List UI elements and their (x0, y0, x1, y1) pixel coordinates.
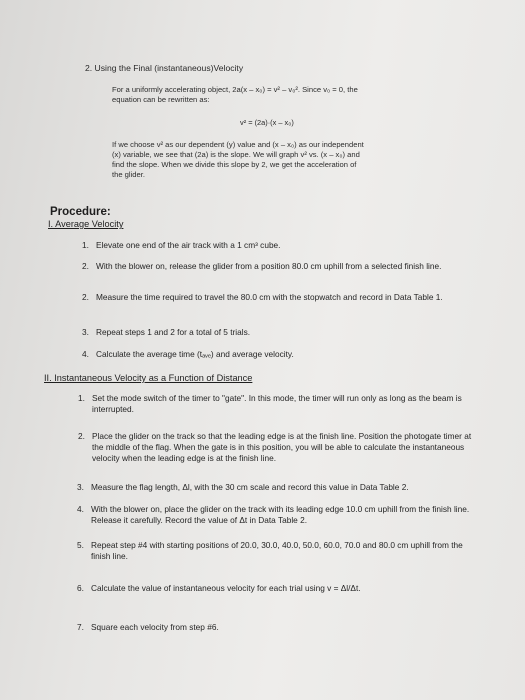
explanation-line-4: the glider. (112, 170, 145, 179)
step-text: Set the mode switch of the timer to "gate". In this mode, the timer will run only as long as the beam is interrupted. (92, 393, 462, 414)
step-text: Measure the flag length, Δl, with the 30 cm scale and record this value in Data Table 2. (91, 482, 409, 492)
list-item (77, 540, 482, 562)
section-title: 2. Using the Final (instantaneous)Velocity (85, 63, 244, 73)
step-number: 2. (82, 292, 89, 302)
step-number: 5. (77, 540, 84, 550)
explanation-line-2: (x) variable, we see that (2a) is the slope. We will graph v² vs. (x – x₀) and (112, 150, 360, 159)
kinematics-formula: v² = (2a)·(x – x₀) (240, 118, 294, 127)
step-number: 3. (77, 482, 84, 492)
step-number: 2. (78, 431, 85, 441)
explanation-line-1: If we choose v² as our dependent (y) value and (x – x₀) as our independent (112, 140, 364, 149)
step-text: With the blower on, place the glider on the track with its leading edge 10.0 cm uphill from the finish line. Release it carefully. Record the value of Δt in Data Table 2. (91, 504, 470, 525)
list-item (77, 482, 477, 493)
step-number: 2. (82, 261, 89, 271)
step-number: 4. (77, 504, 84, 514)
explanation-line-3: find the slope. When we divide this slope by 2, we get the acceleration of (112, 160, 357, 169)
intro-line-1: For a uniformly accelerating object, 2a(x – x₀) = v² – v₀². Since v₀ = 0, the (112, 85, 358, 94)
step-text: Measure the time required to travel the 80.0 cm with the stopwatch and record in Data Table 1. (96, 292, 443, 302)
step-text: Calculate the value of instantaneous velocity for each trial using v = Δl/Δt. (91, 583, 361, 593)
list-item (82, 261, 462, 272)
part2-title: II. Instantaneous Velocity as a Function of Distance (44, 373, 253, 383)
part1-title: I. Average Velocity (48, 219, 124, 229)
list-item (77, 504, 475, 526)
list-item (82, 349, 462, 360)
step-text: Square each velocity from step #6. (91, 622, 219, 632)
list-item (82, 240, 442, 251)
list-item (82, 292, 467, 303)
list-item (77, 622, 457, 633)
step-text: Calculate the average time (tₐᵥₑ) and average velocity. (96, 349, 294, 359)
step-text: With the blower on, release the glider from a position 80.0 cm uphill from a selected finish line. (96, 261, 442, 271)
step-number: 7. (77, 622, 84, 632)
step-number: 1. (82, 240, 89, 250)
step-number: 1. (78, 393, 85, 403)
list-item (78, 431, 476, 464)
step-text: Repeat step #4 with starting positions of 20.0, 30.0, 40.0, 50.0, 60.0, 70.0 and 80.0 cm uphill from the finish line. (91, 540, 463, 561)
step-text: Place the glider on the track so that the leading edge is at the finish line. Position the photogate timer at the middle of the flag. When the gate is in this position, you will be able to calculate the instantaneous velocity when the leading edge is at the finish line. (92, 431, 472, 463)
procedure-heading: Procedure: (50, 206, 111, 218)
list-item (82, 327, 462, 338)
step-number: 4. (82, 349, 89, 359)
step-number: 6. (77, 583, 84, 593)
intro-line-2: equation can be rewritten as: (112, 95, 210, 104)
step-text: Repeat steps 1 and 2 for a total of 5 trials. (96, 327, 251, 337)
step-number: 3. (82, 327, 89, 337)
step-text: Elevate one end of the air track with a 1 cm³ cube. (96, 240, 281, 250)
list-item (77, 583, 477, 594)
list-item (78, 393, 466, 415)
